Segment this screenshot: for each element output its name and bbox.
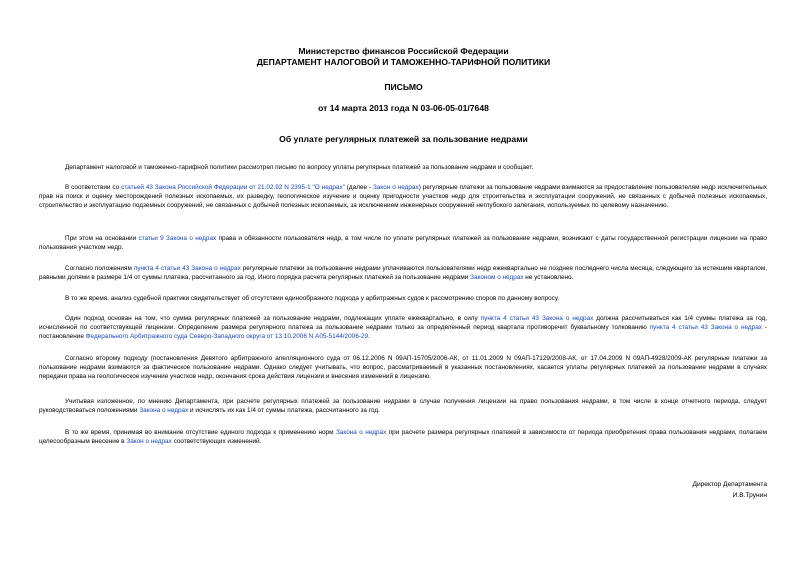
paragraph-8	[39, 397, 767, 415]
paragraph-text: (далее -	[344, 184, 373, 191]
article-43-point-4-link[interactable]: пункта 4 статьи 43 Закона о недрах	[480, 315, 594, 322]
document-type: ПИСЬМО	[384, 82, 423, 92]
law-on-subsoil-link[interactable]: Закон о недрах	[372, 184, 419, 191]
paragraph-2	[39, 183, 767, 211]
paragraph-text: Согласно второму подходу (постановления Девятого арбитражного апелляционного суда от 06.12.2006 N 09АП-15705/2006-АК, от 11.01.2009 N 09АП-17129/2008-АК, от 17.04.2009 N 09АП-4928/2009-АК регулярные платежи за пользование недрами взимаются за фактическое пользование недрами. Однако следует учитывать, что вопрос, рассматриваемый в указанных постановлениях, касается уплаты регулярных платежей за пользование недрами в случаях передачи права на геологическое изучение участков недр, окончания срока действия лицензии и внесения изменений в лицензию.	[39, 355, 767, 381]
law-on-subsoil-link[interactable]: Закона о недрах	[335, 429, 387, 436]
law-on-subsoil-link[interactable]: Законом о недрах	[470, 274, 524, 282]
paragraph-text: права и обязанности пользователя недр, в том числе по уплате регулярных платежей за пользование недрами, возникают с даты государственной регистрации лицензии на право пользования участком недр.	[39, 235, 767, 252]
article-43-point-4-link[interactable]: пункта 4 статьи 43 Закона о недрах	[133, 265, 241, 272]
paragraph-6	[39, 314, 767, 342]
paragraph-text: Учитывая изложенное, по мнению Департамента, при расчете регулярных платежей за пользование недрами в случае получения лицензии на право пользования недрами, в том числе в конце отчетного периода, следует руководствоваться положениями	[39, 398, 767, 415]
signature-position: Директор Департамента	[692, 481, 767, 488]
paragraph-4	[39, 264, 767, 282]
article-9-link[interactable]: статьи 9 Закона о недрах	[138, 235, 217, 242]
paragraph-text: В соответствии со	[65, 184, 122, 191]
paragraph-text: .	[368, 333, 370, 341]
department-name: ДЕПАРТАМЕНТ НАЛОГОВОЙ И ТАМОЖЕННО-ТАРИФНОЙ ПОЛИТИКИ	[256, 57, 551, 67]
paragraph-9	[39, 428, 767, 446]
ministry-name: Министерство финансов Российской Федерации	[298, 46, 509, 56]
paragraph-text: В то же время, принимая во внимание отсутствие единого подхода к применению норм	[65, 429, 336, 436]
article-43-point-4-link[interactable]: пункта 4 статьи 43 Закона о недрах	[649, 324, 762, 332]
paragraph-text: соответствующих изменений.	[171, 438, 262, 446]
paragraph-text: Департамент налоговой и таможенно-тарифной политики рассмотрел письмо по вопросу уплаты регулярных платежей за пользование недрами и сообщает.	[65, 164, 534, 171]
law-article-43-link[interactable]: статьей 43 Закона Российской Федерации от 21.02.92 N 2395-1 "О недрах"	[121, 184, 345, 191]
paragraph-text: и исчислять их как 1/4 от суммы платежа, рассчитанного за год.	[188, 407, 380, 415]
paragraph-7	[39, 354, 767, 382]
paragraph-text: регулярные платежи за пользование недрами уплачиваются пользователями недр ежеквартально не позднее последнего числа месяца, следующего за истекшим кварталом, равными долями в размере 1/4 от суммы платежа, рассчитанного за год. Иного порядка расчета регулярных платежей за пользование недрами	[39, 265, 767, 282]
document-date-number: от 14 марта 2013 года N 03-06-05-01/7648	[318, 103, 489, 113]
paragraph-text: должна рассчитываться как 1/4 суммы платежа за год, исчисленной по соответствующей лицензии. Определение размера регулярного платежа за пользование недрами только за определенный период квартала противоречит буквальному толкованию	[39, 315, 767, 332]
paragraph-3	[39, 234, 767, 252]
signature-name: И.В.Трунин	[732, 492, 767, 499]
paragraph-text: ) регулярные платежи за пользование недрами взимаются за предоставление пользователям недр исключительных прав на поиск и оценку месторождений полезных ископаемых, их разведку, геологическое изучение и оценку пригодности участков недр для строительства и эксплуатации сооружений, не связанных с добычей полезных ископаемых, строительство и эксплуатацию подземных сооружений, не связанных с добычей полезных ископаемых, за исключением инженерных сооружений неглубокого залегания, используемых по целевому назначению.	[39, 184, 767, 210]
law-on-subsoil-link[interactable]: Закон о недрах	[126, 438, 172, 446]
paragraph-text: В то же время, анализ судебной практики свидетельствует об отсутствии единообразного подхода у арбитражных судов к рассмотрению споров по данному вопросу.	[65, 295, 560, 302]
document-subject: Об уплате регулярных платежей за пользование недрами	[279, 134, 528, 144]
paragraph-text: Один подход основан на том, что сумма регулярных платежей за пользование недрами, подлежащих уплате ежеквартально, в силу	[65, 315, 481, 322]
paragraph-text: Согласно положениям	[65, 265, 134, 272]
paragraph-text: При этом на основании	[65, 235, 139, 242]
paragraph-1	[39, 163, 767, 172]
paragraph-text: не установлено.	[523, 274, 574, 282]
law-on-subsoil-link[interactable]: Закона о недрах	[139, 407, 189, 415]
court-ruling-link[interactable]: Федерального Арбитражного суда Северо-Западного округа от 13.10.2006 N А05-5144/2006-29	[85, 333, 368, 341]
paragraph-text: при расчете размера регулярных платежей в зависимости от периода приобретения права пользования недрами, полагаем целесообразным внесение в	[39, 429, 768, 446]
paragraph-5	[39, 294, 767, 303]
paragraph-text: - постановление	[39, 324, 767, 341]
